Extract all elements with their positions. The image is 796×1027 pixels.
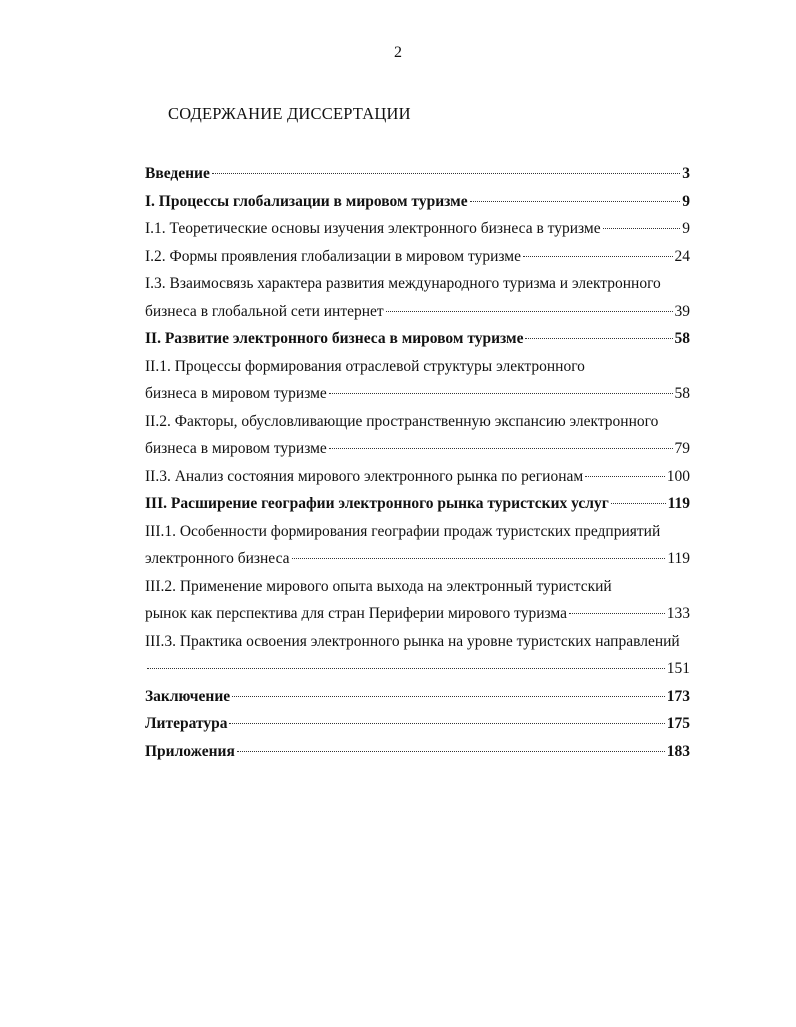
toc-entry-title: бизнеса в глобальной сети интернет: [145, 302, 384, 320]
toc-entry-page: 3: [682, 165, 690, 182]
toc-entry-title: III.1. Особенности формирования географии продаж туристских предприятий: [145, 522, 661, 540]
toc-entry: [145, 463, 690, 491]
toc-entry: [145, 380, 690, 408]
toc-entry-page: 58: [674, 385, 690, 402]
toc-entry: [145, 270, 690, 298]
toc-entry-title: Введение: [145, 165, 210, 182]
toc-entry-title: рынок как перспектива для стран Периферии мирового туризма: [145, 605, 567, 622]
toc-entry-title: I.1. Теоретические основы изучения электронного бизнеса в туризме: [145, 220, 601, 237]
toc-entry: [145, 518, 690, 546]
toc-entry-page: 79: [674, 440, 690, 457]
dot-leader: [229, 723, 664, 724]
dot-leader: [525, 338, 672, 339]
toc-entry-title: II.2. Факторы, обусловливающие пространственную экспансию электронного: [145, 412, 659, 430]
toc-entry-page: 9: [682, 220, 690, 237]
dot-leader: [292, 558, 666, 559]
toc-entry-title: II. Развитие электронного бизнеса в мировом туризме: [145, 330, 524, 347]
toc-entry: [145, 628, 690, 656]
toc-entry-page: 119: [667, 550, 690, 567]
dot-leader: [523, 256, 673, 257]
toc-entry-title: Литература: [145, 715, 228, 732]
toc-entry-title: бизнеса в мировом туризме: [145, 385, 327, 402]
toc-entry-page: 173: [666, 687, 690, 705]
toc-entry: [145, 325, 690, 353]
toc-entry-title: бизнеса в мировом туризме: [145, 440, 327, 457]
toc-entry: [145, 710, 690, 738]
table-of-contents: [145, 160, 690, 765]
dot-leader: [470, 201, 681, 202]
dot-leader: [232, 696, 665, 697]
toc-entry-page: 39: [674, 302, 690, 320]
dot-leader: [329, 393, 673, 394]
toc-entry-page: 183: [666, 742, 690, 760]
dot-leader: [585, 476, 665, 477]
page-number: 2: [394, 44, 402, 61]
toc-entry-title: Заключение: [145, 687, 231, 705]
toc-entry: [145, 298, 690, 326]
toc-entry-page: 133: [666, 605, 690, 622]
toc-entry-page: 9: [682, 192, 690, 210]
toc-entry: [145, 188, 690, 216]
toc-entry-page: 151: [666, 660, 690, 677]
toc-entry-title: III. Расширение географии электронного рынка туристских услуг: [145, 495, 609, 512]
toc-entry: [145, 683, 690, 711]
toc-entry-title: Приложения: [145, 742, 235, 760]
dot-leader: [611, 503, 666, 504]
toc-entry-page: 119: [667, 495, 690, 512]
toc-entry-title: III.3. Практика освоения электронного рынка на уровне туристских направлений: [145, 632, 680, 650]
toc-entry-title: электронного бизнеса: [145, 550, 290, 567]
dot-leader: [147, 668, 665, 669]
toc-entry-page: 175: [666, 715, 690, 732]
toc-entry-title: II.1. Процессы формирования отраслевой структуры электронного: [145, 357, 585, 375]
toc-entry: [145, 600, 690, 628]
toc-entry-page: 58: [674, 330, 690, 347]
toc-entry: [145, 408, 690, 436]
toc-entry-page: 24: [674, 247, 690, 265]
toc-entry-title: III.2. Применение мирового опыта выхода на электронный туристский: [145, 577, 612, 595]
toc-entry: [145, 243, 690, 271]
dot-leader: [237, 751, 665, 752]
toc-entry-title: I. Процессы глобализации в мировом туризме: [145, 192, 468, 210]
dot-leader: [329, 448, 673, 449]
toc-entry: [145, 215, 690, 243]
dot-leader: [212, 173, 680, 174]
toc-entry-title: I.3. Взаимосвязь характера развития международного туризма и электронного: [145, 275, 661, 292]
toc-entry: [145, 573, 690, 601]
toc-entry-title: II.3. Анализ состояния мирового электронного рынка по регионам: [145, 467, 584, 485]
dot-leader: [569, 613, 665, 614]
toc-entry-title: I.2. Формы проявления глобализации в мировом туризме: [145, 247, 521, 265]
dot-leader: [603, 228, 681, 229]
toc-entry: [145, 353, 690, 381]
toc-entry: [145, 435, 690, 463]
toc-entry: [145, 160, 690, 188]
toc-entry: [145, 545, 690, 573]
toc-entry: [145, 738, 690, 766]
dot-leader: [386, 311, 673, 312]
toc-entry-page: 100: [666, 467, 690, 485]
toc-title: СОДЕРЖАНИЕ ДИССЕРТАЦИИ: [168, 104, 411, 123]
toc-entry: [145, 490, 690, 518]
toc-entry: [145, 655, 690, 683]
